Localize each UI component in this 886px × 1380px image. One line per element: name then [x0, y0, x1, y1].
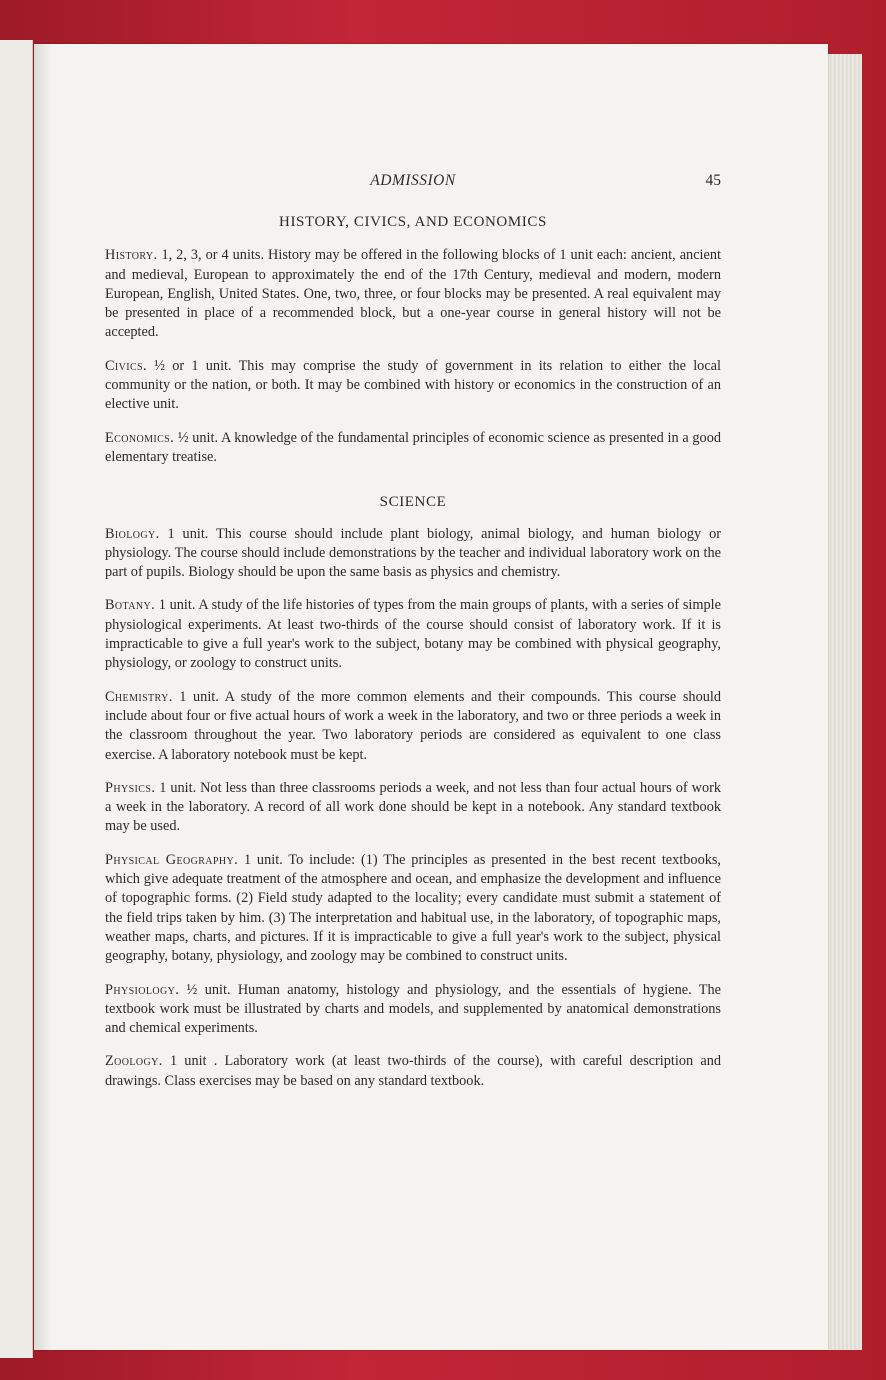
gutter-shadow — [34, 44, 52, 1350]
paragraph-biology — [105, 525, 721, 583]
paragraph-physiology — [105, 981, 721, 1039]
page-text — [105, 213, 721, 1105]
paragraph-body: 1 unit. A study of the life histories of types from the main groups of plants, with a series of simple physiological experiments. At least two-thirds of the course should consist of laboratory work. If it is impracticable to give a full year's work to the subject, botany may be combined with physical geography, physiology, or zoology to construct units. — [105, 597, 721, 672]
paragraph-body: ½ or 1 unit. This may comprise the study of government in its relation to either the local community or the nation, or both. It may be combined with history or economics in the construction of an elective unit. — [105, 357, 721, 413]
section-heading-history: HISTORY, CIVICS, AND ECONOMICS — [279, 214, 547, 230]
paragraph-body: 1, 2, 3, or 4 units. History may be offered in the following blocks of 1 unit each: ancient, ancient and medieval, European to approximately the end of the 17th Century, medieval and modern, modern European, English, United States. One, two, three, or four blocks may be presented. A real equivalent may be presented in place of a recommended block, but a one-year course in general history will not be accepted. — [105, 247, 721, 341]
paragraph-body: 1 unit. Not less than three classrooms periods a week, and not less than four actual hours of work a week in the laboratory. A record of all work done should be kept in a notebook. Any standard textbook may be used. — [105, 779, 721, 835]
paragraph-lead: Biology. — [105, 525, 160, 542]
paragraph-lead: Economics. — [105, 429, 175, 446]
paragraph-chemistry — [105, 688, 721, 765]
paragraph-body: 1 unit . Laboratory work (at least two-thirds of the course), with careful description and drawings. Class exercises may be based on any standard textbook. — [105, 1053, 721, 1089]
paragraph-economics — [105, 429, 721, 468]
paragraph-lead: Physical Geography. — [105, 851, 239, 868]
paragraph-physics — [105, 779, 721, 837]
paragraph-zoology — [105, 1052, 721, 1091]
paragraph-body: 1 unit. To include: (1) The principles as presented in the best recent textbooks, which give adequate treatment of the atmosphere and ocean, and emphasize the development and influence of topographic forms. (2) Field study adapted to the locality; every candidate must submit a statement of the field trips taken by him. (3) The interpretation and habitual use, in the laboratory, of topographic maps, weather maps, charts, and pictures. If it is impracticable to give a full year's work to the subject, physical geography, botany, physiology, and zoology may be combined to construct units. — [105, 851, 722, 965]
paragraph-lead: Civics. — [105, 357, 148, 374]
page-number: 45 — [705, 172, 721, 189]
paragraph-history — [105, 246, 721, 342]
paragraph-body: 1 unit. A study of the more common elements and their compounds. This course should include about four or five actual hours of work a week in the laboratory, and two or three periods a week in the classroom throughout the year. Two laboratory periods are considered as equivalent to one class exercise. A laboratory notebook must be kept. — [105, 688, 721, 763]
paragraph-body: 1 unit. This course should include plant biology, animal biology, and human biology or physiology. The course should include demonstrations by the teacher and individual laboratory work on the part of pupils. Biology should be upon the same basis as physics and chemistry. — [105, 525, 721, 581]
paragraph-physical-geography — [105, 851, 721, 967]
paragraph-lead: Physics. — [105, 779, 156, 796]
left-page-edge — [0, 40, 33, 1358]
paragraph-botany — [105, 596, 721, 673]
paragraph-lead: Chemistry. — [105, 688, 173, 705]
running-head — [105, 172, 721, 196]
running-title: ADMISSION — [370, 172, 456, 189]
page-stack-edge — [828, 54, 862, 1350]
paragraph-civics — [105, 357, 721, 415]
paragraph-lead: Physiology. — [105, 981, 180, 998]
paragraph-lead: Botany. — [105, 597, 156, 614]
paragraph-lead: History. — [105, 247, 158, 264]
paragraph-body: ½ unit. Human anatomy, histology and physiology, and the essentials of hygiene. The textbook work must be illustrated by charts and models, and supplemented by anatomical demonstrations and chemical experiments. — [105, 981, 721, 1037]
paragraph-body: ½ unit. A knowledge of the fundamental principles of economic science as presented in a good elementary treatise. — [105, 429, 721, 465]
section-heading-science: SCIENCE — [379, 494, 447, 511]
paragraph-lead: Zoology. — [105, 1053, 163, 1070]
